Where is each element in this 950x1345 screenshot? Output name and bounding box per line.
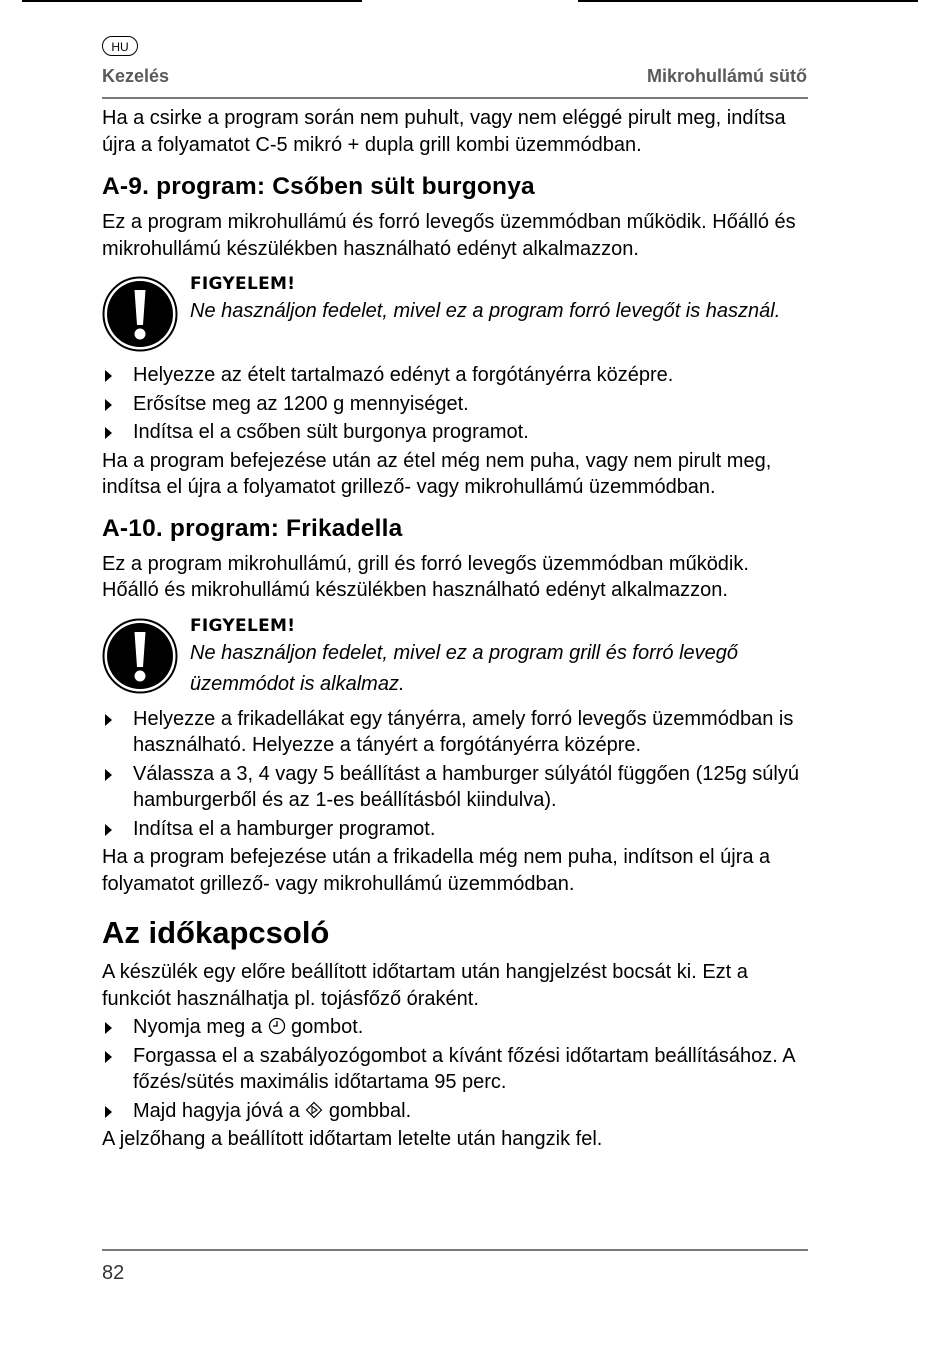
section-timer-steps: [102, 1014, 808, 1124]
section-a10-warning: [102, 614, 808, 700]
list-item: Indítsa el a hamburger programot.: [102, 816, 808, 843]
section-timer-description: A készülék egy előre beállított időtartam után hangjelzést bocsát ki. Ezt a funkciót használhatja pl. tojásfőző óraként.: [102, 961, 748, 1010]
bullet-arrow-icon: [105, 824, 112, 836]
header-product-title: Mikrohullámú sütő: [646, 66, 807, 86]
section-a9-warning: [102, 272, 808, 356]
list-item: Helyezze az ételt tartalmazó edényt a forgótányérra középre.: [102, 362, 808, 389]
bullet-arrow-icon: [105, 1106, 112, 1118]
section-a10-description: Ez a program mikrohullámú, grill és forró levegős üzemmódban működik. Hőálló és mikrohullámú készülékben használható edényt alkalmazzon.: [102, 552, 749, 601]
bullet-arrow-icon: [105, 714, 112, 726]
section-a10-steps: [102, 706, 808, 843]
list-item: Erősítse meg az 1200 g mennyiséget.: [102, 391, 808, 418]
list-item: Forgassa el a szabályozógombot a kívánt főzési időtartam beállításához. A főzés/sütés maximális időtartama 95 perc.: [102, 1043, 808, 1096]
section-a10-heading: A-10. program: Frikadella: [102, 514, 403, 542]
warning-text: Ne használjon fedelet, mivel ez a program forró levegőt is használ.: [190, 300, 781, 322]
list-item: Helyezze a frikadellákat egy tányérra, amely forró levegős üzemmódban is használható. Helyezze a tányért a forgótányérra középre.: [102, 706, 808, 759]
bullet-arrow-icon: [105, 427, 112, 439]
list-item: Indítsa el a csőben sült burgonya programot.: [102, 419, 808, 446]
start-diamond-icon: [305, 1101, 323, 1119]
clock-icon: [268, 1017, 286, 1035]
section-a9-steps: [102, 362, 808, 446]
section-a10-note: Ha a program befejezése után a frikadella még nem puha, indítson el újra a folyamatot grillező- vagy mikrohullámú üzemmódban.: [102, 846, 771, 895]
warning-exclamation-icon: [102, 618, 178, 694]
crop-mark-right: [578, 0, 918, 2]
section-a9-note: Ha a program befejezése után az étel még nem puha, vagy nem pirult meg, indítsa el újra a folyamatot grillező- vagy mikrohullámú üzemmódban.: [102, 449, 772, 498]
bullet-arrow-icon: [105, 1051, 112, 1063]
page-content: [102, 105, 808, 1153]
bullet-arrow-icon: [105, 370, 112, 382]
page-number: 82: [102, 1262, 125, 1284]
header-divider: [102, 97, 808, 99]
section-a9-heading: A-9. program: Csőben sült burgonya: [102, 173, 535, 200]
list-item: Nyomja meg a gombot.: [102, 1014, 808, 1041]
crop-mark-left: [22, 0, 362, 2]
list-item: Majd hagyja jóvá a gombbal.: [102, 1098, 808, 1125]
list-item: Válassza a 3, 4 vagy 5 beállítást a hamburger súlyától függően (125g súlyú hamburgerből és az 1-es beállításból kiindulva).: [102, 761, 808, 814]
section-timer-closing: A jelzőhang a beállított időtartam letelte után hangzik fel.: [102, 1128, 603, 1150]
warning-exclamation-icon: [102, 276, 178, 352]
warning-text: Ne használjon fedelet, mivel ez a program grill és forró levegő üzemmódot is alkalmaz.: [190, 641, 739, 695]
warning-title: FIGYELEM!: [190, 615, 296, 636]
bullet-arrow-icon: [105, 1022, 112, 1034]
warning-title: FIGYELEM!: [190, 274, 296, 294]
language-badge: HU: [102, 36, 138, 56]
section-timer-heading: Az időkapcsoló: [102, 915, 330, 950]
intro-paragraph: Ha a csirke a program során nem puhult, vagy nem eléggé pirult meg, indítsa újra a folyamatot C-5 mikró + dupla grill kombi üzemmódban.: [102, 107, 786, 156]
section-a9-description: Ez a program mikrohullámú és forró levegős üzemmódban működik. Hőálló és mikrohullámú készülékben használható edényt alkalmazzon.: [102, 211, 796, 260]
bullet-arrow-icon: [105, 769, 112, 781]
header-section-title: Kezelés: [102, 66, 170, 86]
footer-divider: [102, 1249, 808, 1251]
bullet-arrow-icon: [105, 399, 112, 411]
